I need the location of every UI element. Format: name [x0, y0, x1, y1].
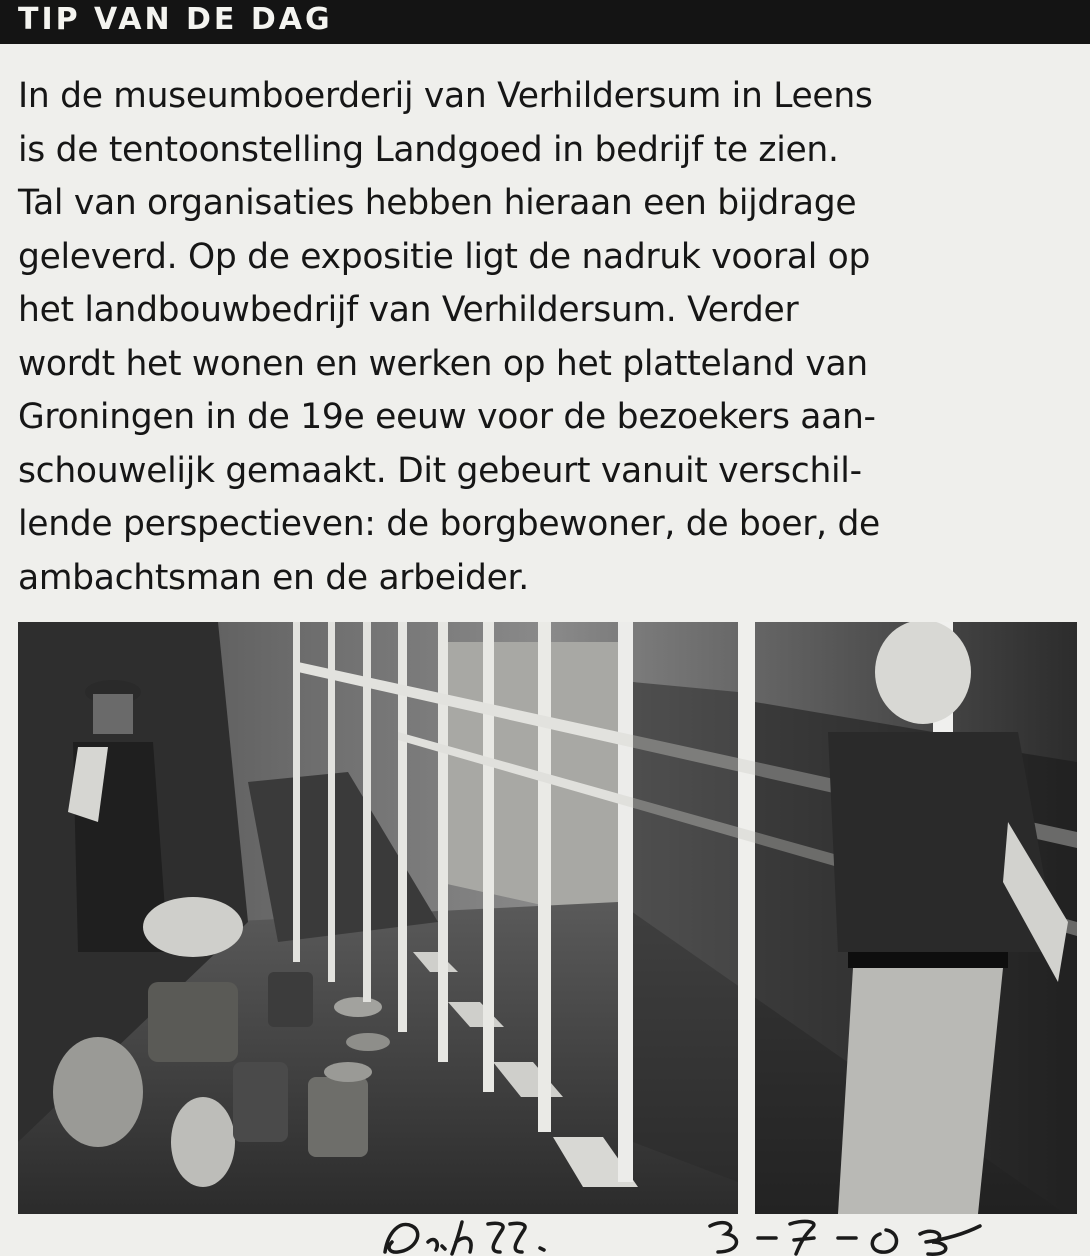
article-line: schouwelijk gemaakt. Dit gebeurt vanuit verschil- [18, 450, 862, 491]
article-line: ambachtsman en de arbeider. [18, 557, 529, 598]
signature-scrawl [380, 1212, 1000, 1256]
handwritten-signature [380, 1212, 1000, 1256]
article-line: wordt het wonen en werken op het platteland van [18, 343, 868, 384]
exhibition-photo [18, 622, 1077, 1214]
article-body [18, 70, 1080, 605]
header-bar [0, 0, 1090, 44]
exhibition-photo-illustration [18, 622, 1077, 1214]
article-line: Tal van organisaties hebben hieraan een bijdrage [18, 183, 857, 223]
article-line: Groningen in de 19e eeuw voor de bezoekers aan- [18, 397, 876, 437]
article-line: is de tentoonstelling Landgoed in bedrijf te zien. [18, 129, 839, 170]
header-title: TIP VAN DE DAG [18, 2, 333, 37]
article-line: In de museumboerderij van Verhildersum in Leens [18, 76, 873, 116]
article-line: het landbouwbedrijf van Verhildersum. Verder [18, 290, 799, 330]
article-line: geleverd. Op de expositie ligt de nadruk vooral op [18, 236, 871, 277]
article-line: lende perspectieven: de borgbewoner, de boer, de [18, 504, 880, 544]
